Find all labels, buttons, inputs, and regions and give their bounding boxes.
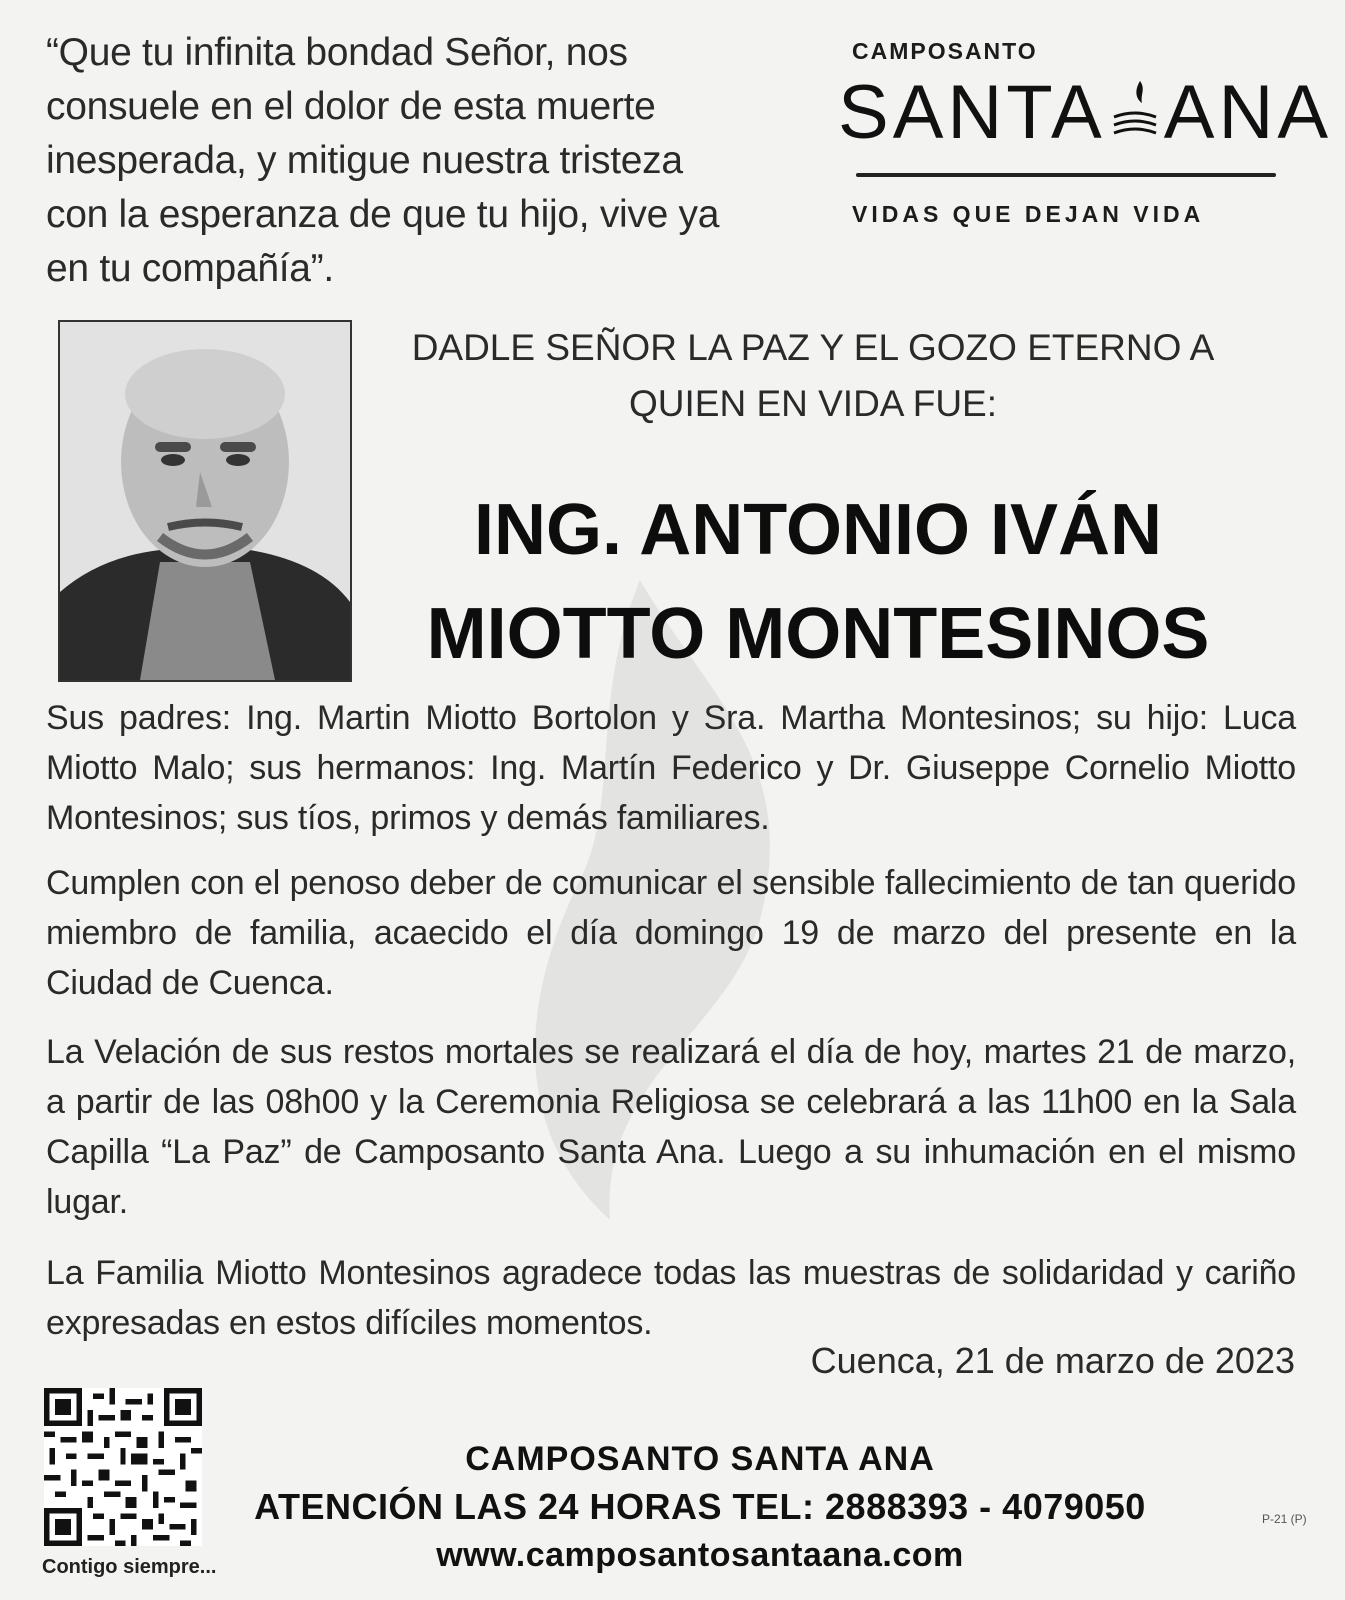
prayer-header [388,320,1238,432]
qr-code-icon[interactable] [44,1388,202,1546]
footer-phone: ATENCIÓN LAS 24 HORAS TEL: 2888393 - 4079050 [254,1486,1146,1527]
flame-icon [1106,73,1164,153]
place-date: Cuenca, 21 de marzo de 2023 [810,1340,1295,1381]
footer-website-link[interactable]: www.camposantosantaana.com [436,1536,964,1574]
logo-right-word: ANA [1163,70,1333,155]
portrait-image [60,322,350,680]
prayer-header-line1: DADLE SEÑOR LA PAZ Y EL GOZO ETERNO A [411,327,1215,368]
deceased-name-line1: ING. ANTONIO IVÁN [473,490,1163,570]
logo-left-word: SANTA [838,70,1106,155]
footer-slogan: Contigo siempre... [42,1556,217,1578]
announcement-paragraph: Cumplen con el penoso deber de comunicar el sensible fallecimiento de tan querido miembro de familia, acaecido el día domingo 19 de marzo del presente en la Ciudad de Cuenca. [46,864,1296,1002]
footer-company: CAMPOSANTO SANTA ANA [465,1440,935,1478]
opening-quote: “Que tu infinita bondad Señor, nos consuele en el dolor de esta muerte inesperada, y mitigue nuestra tristeza con la esperanza de que tu hijo, vive ya en tu compañía”. [46,31,720,290]
family-paragraph: Sus padres: Ing. Martin Miotto Bortolon y Sra. Martha Montesinos; su hijo: Luca Miotto Malo; sus hermanos: Ing. Martín Federico y Dr. Giuseppe Cornelio Miotto Montesinos; sus tíos, primos y demás familiares. [46,699,1296,837]
deceased-name [388,478,1248,686]
logo-top-text: CAMPOSANTO [852,38,1038,64]
prayer-header-line2: QUIEN EN VIDA FUE: [628,383,997,424]
logo-tagline: VIDAS QUE DEJAN VIDA [852,201,1205,227]
publication-code: P-21 (P) [1262,1512,1307,1526]
logo-wordmark [838,70,1333,155]
camposanto-logo [838,38,1333,228]
deceased-name-line2: MIOTTO MONTESINOS [426,594,1210,674]
ceremony-paragraph: La Velación de sus restos mortales se realizará el día de hoy, martes 21 de marzo, a partir de las 08h00 y la Ceremonia Religiosa se celebrará a las 11h00 en la Sala Capilla “La Paz” de Camposanto Santa Ana. Luego a su inhumación en el mismo lugar. [46,1033,1296,1221]
deceased-portrait [58,320,352,682]
logo-divider [856,173,1276,177]
thanks-paragraph: La Familia Miotto Montesinos agradece todas las muestras de solidaridad y cariño expresadas en estos difíciles momentos. [46,1254,1296,1342]
